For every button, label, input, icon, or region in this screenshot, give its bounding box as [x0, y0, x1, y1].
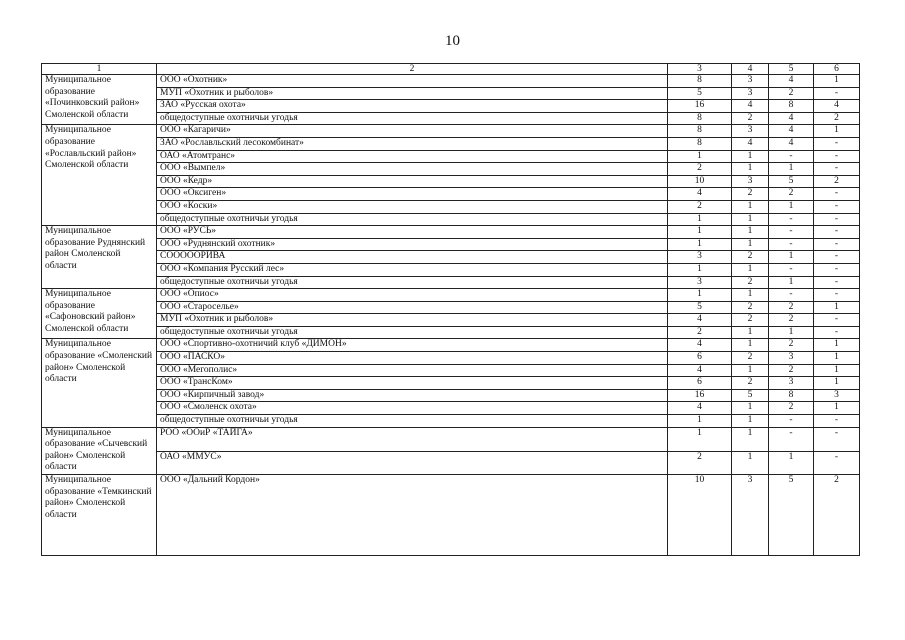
table-row — [42, 213, 860, 226]
hunting-user-cell: ОАО «ММУС» — [157, 452, 668, 475]
count-cell: - — [814, 87, 860, 100]
hunting-user-cell: РОО «ООиР «ТАЙГА» — [157, 427, 668, 451]
count-cell: 1 — [769, 251, 814, 264]
count-cell: 1 — [732, 326, 769, 339]
count-cell: 4 — [668, 402, 732, 415]
hunting-user-cell: ЗАО «Русская охота» — [157, 100, 668, 113]
count-cell: 1 — [769, 326, 814, 339]
count-cell: 1 — [668, 213, 732, 226]
district-cell: Муниципальное образование Руднянский район Смоленской области — [42, 226, 157, 289]
count-cell: 2 — [732, 314, 769, 327]
hunting-user-cell: ООО «Компания Русский лес» — [157, 263, 668, 276]
count-cell: 2 — [814, 112, 860, 125]
count-cell: 2 — [668, 452, 732, 475]
count-cell: 4 — [769, 137, 814, 150]
count-cell: 1 — [814, 125, 860, 138]
count-cell: - — [814, 415, 860, 428]
table-row — [42, 163, 860, 176]
hunting-user-cell: ООО «Кагаричи» — [157, 125, 668, 138]
table-row — [42, 188, 860, 201]
count-cell: 1 — [814, 352, 860, 365]
table-row — [42, 100, 860, 113]
count-cell: 2 — [769, 301, 814, 314]
count-cell: 3 — [668, 251, 732, 264]
count-cell: 8 — [668, 125, 732, 138]
count-cell: 2 — [769, 339, 814, 352]
count-cell: - — [814, 251, 860, 264]
count-cell: 2 — [769, 188, 814, 201]
count-cell: 1 — [769, 163, 814, 176]
count-cell: 1 — [668, 226, 732, 239]
hunting-user-cell: ООО «Спортивно-охотничий клуб «ДИМОН» — [157, 339, 668, 352]
count-cell: 1 — [732, 213, 769, 226]
count-cell: 1 — [732, 289, 769, 302]
count-cell: 3 — [668, 276, 732, 289]
hunting-user-cell: ООО «Вымпел» — [157, 163, 668, 176]
hunting-user-cell: ООО «Оксиген» — [157, 188, 668, 201]
count-cell: 6 — [668, 352, 732, 365]
count-cell: 5 — [769, 175, 814, 188]
count-cell: 1 — [668, 415, 732, 428]
count-cell: 4 — [769, 75, 814, 88]
count-cell: 1 — [769, 452, 814, 475]
count-cell: 4 — [732, 137, 769, 150]
count-cell: 1 — [732, 452, 769, 475]
count-cell: - — [814, 213, 860, 226]
count-cell: - — [769, 213, 814, 226]
count-cell: 2 — [732, 276, 769, 289]
count-cell: 10 — [668, 175, 732, 188]
count-cell: 8 — [668, 75, 732, 88]
table-row — [42, 238, 860, 251]
count-cell: 1 — [668, 289, 732, 302]
table-row — [42, 226, 860, 239]
count-cell: 3 — [769, 352, 814, 365]
count-cell: 1 — [732, 226, 769, 239]
count-cell: 1 — [732, 200, 769, 213]
count-cell: 2 — [668, 200, 732, 213]
hunting-user-cell: ООО «ТрансКом» — [157, 377, 668, 390]
hunting-user-cell: ООО «Коски» — [157, 200, 668, 213]
count-cell: 1 — [814, 377, 860, 390]
table-row — [42, 150, 860, 163]
count-cell: 1 — [769, 200, 814, 213]
count-cell: 1 — [732, 150, 769, 163]
count-cell: 1 — [668, 150, 732, 163]
table-row — [42, 112, 860, 125]
column-number: 4 — [732, 64, 769, 75]
table-row — [42, 125, 860, 138]
count-cell: 3 — [732, 87, 769, 100]
count-cell: 16 — [668, 389, 732, 402]
count-cell: 3 — [769, 377, 814, 390]
count-cell: 1 — [814, 364, 860, 377]
count-cell: - — [814, 276, 860, 289]
hunting-user-cell: общедоступные охотничьи угодья — [157, 415, 668, 428]
count-cell: - — [769, 263, 814, 276]
count-cell: 2 — [668, 326, 732, 339]
count-cell: 5 — [668, 87, 732, 100]
column-number: 1 — [42, 64, 157, 75]
hunting-user-cell: ООО «Опиос» — [157, 289, 668, 302]
hunting-user-cell: МУП «Охотник и рыболов» — [157, 314, 668, 327]
count-cell: 16 — [668, 100, 732, 113]
count-cell: 1 — [814, 339, 860, 352]
count-cell: 2 — [769, 314, 814, 327]
count-cell: 1 — [668, 238, 732, 251]
count-cell: - — [814, 427, 860, 451]
table-row — [42, 87, 860, 100]
count-cell: 4 — [668, 339, 732, 352]
count-cell: 4 — [668, 314, 732, 327]
count-cell: 4 — [732, 100, 769, 113]
table-body — [42, 75, 860, 556]
count-cell: 5 — [769, 475, 814, 556]
district-cell: Муниципальное образование «Починковский район» Смоленской области — [42, 75, 157, 125]
count-cell: - — [814, 452, 860, 475]
count-cell: 4 — [814, 100, 860, 113]
count-cell: 3 — [732, 75, 769, 88]
count-cell: 4 — [668, 188, 732, 201]
count-cell: 2 — [668, 163, 732, 176]
hunting-user-cell: общедоступные охотничьи угодья — [157, 112, 668, 125]
table-row — [42, 352, 860, 365]
hunting-user-cell: ОАО «Атомтранс» — [157, 150, 668, 163]
table-row — [42, 137, 860, 150]
district-cell: Муниципальное образование «Сычевский район» Смоленской области — [42, 427, 157, 474]
count-cell: 4 — [668, 364, 732, 377]
district-cell: Муниципальное образование «Сафоновский район» Смоленской области — [42, 289, 157, 339]
count-cell: 2 — [814, 475, 860, 556]
column-number: 3 — [668, 64, 732, 75]
hunting-user-cell: ООО «Руднянский охотник» — [157, 238, 668, 251]
count-cell: 2 — [732, 377, 769, 390]
count-cell: 5 — [668, 301, 732, 314]
count-cell: - — [814, 263, 860, 276]
table-row — [42, 251, 860, 264]
count-cell: 1 — [814, 75, 860, 88]
count-cell: 3 — [814, 389, 860, 402]
table-row — [42, 276, 860, 289]
table-row — [42, 402, 860, 415]
table-row — [42, 389, 860, 402]
table-row — [42, 75, 860, 88]
count-cell: 2 — [732, 301, 769, 314]
count-cell: 1 — [732, 263, 769, 276]
count-cell: 1 — [814, 301, 860, 314]
hunting-user-cell: общедоступные охотничьи угодья — [157, 213, 668, 226]
district-cell: Муниципальное образование «Рославльский район» Смоленской области — [42, 125, 157, 226]
count-cell: 1 — [732, 415, 769, 428]
count-cell: 2 — [732, 251, 769, 264]
count-cell: 10 — [668, 475, 732, 556]
count-cell: 8 — [668, 137, 732, 150]
table-row — [42, 314, 860, 327]
table-row — [42, 301, 860, 314]
hunting-user-cell: ООО «ПАСКО» — [157, 352, 668, 365]
hunting-user-cell: общедоступные охотничьи угодья — [157, 326, 668, 339]
hunting-grounds-table — [41, 63, 860, 556]
table-row — [42, 326, 860, 339]
count-cell: 2 — [814, 175, 860, 188]
count-cell: 2 — [769, 402, 814, 415]
count-cell: - — [814, 137, 860, 150]
count-cell: 2 — [732, 112, 769, 125]
count-cell: 1 — [732, 238, 769, 251]
hunting-user-cell: ООО «Кедр» — [157, 175, 668, 188]
count-cell: 1 — [814, 402, 860, 415]
table-row — [42, 200, 860, 213]
hunting-user-cell: ООО «Дальний Кордон» — [157, 475, 668, 556]
hunting-user-cell: ООО «Кирпичный завод» — [157, 389, 668, 402]
column-number: 6 — [814, 64, 860, 75]
count-cell: 6 — [668, 377, 732, 390]
table-row — [42, 339, 860, 352]
count-cell: 1 — [668, 263, 732, 276]
table-row — [42, 364, 860, 377]
table-row — [42, 289, 860, 302]
count-cell: 8 — [769, 389, 814, 402]
count-cell: - — [814, 200, 860, 213]
count-cell: 1 — [732, 339, 769, 352]
count-cell: 2 — [732, 352, 769, 365]
count-cell: 8 — [668, 112, 732, 125]
count-cell: - — [769, 289, 814, 302]
count-cell: 3 — [732, 175, 769, 188]
table-row — [42, 427, 860, 451]
column-number-row — [42, 64, 860, 75]
count-cell: - — [769, 150, 814, 163]
hunting-user-cell: ООО «Охотник» — [157, 75, 668, 88]
count-cell: 1 — [732, 364, 769, 377]
count-cell: 1 — [668, 427, 732, 451]
column-number: 2 — [157, 64, 668, 75]
page-number: 10 — [445, 33, 460, 49]
count-cell: - — [814, 163, 860, 176]
column-number: 5 — [769, 64, 814, 75]
table-row — [42, 263, 860, 276]
hunting-user-cell: СОООООРИВА — [157, 251, 668, 264]
count-cell: - — [814, 326, 860, 339]
table-row — [42, 377, 860, 390]
count-cell: 1 — [732, 427, 769, 451]
count-cell: 3 — [732, 475, 769, 556]
count-cell: - — [769, 226, 814, 239]
count-cell: 1 — [732, 163, 769, 176]
count-cell: 2 — [769, 364, 814, 377]
count-cell: 2 — [769, 87, 814, 100]
count-cell: 5 — [732, 389, 769, 402]
hunting-user-cell: ООО «Мегополис» — [157, 364, 668, 377]
hunting-user-cell: ЗАО «Рославльский лесокомбинат» — [157, 137, 668, 150]
count-cell: 2 — [732, 188, 769, 201]
count-cell: 3 — [732, 125, 769, 138]
count-cell: 4 — [769, 112, 814, 125]
count-cell: - — [814, 150, 860, 163]
count-cell: - — [814, 314, 860, 327]
count-cell: - — [769, 238, 814, 251]
count-cell: 1 — [732, 402, 769, 415]
table-row — [42, 452, 860, 475]
hunting-user-cell: ООО «Староселье» — [157, 301, 668, 314]
table-row — [42, 175, 860, 188]
district-cell: Муниципальное образование «Смоленский район» Смоленской области — [42, 339, 157, 427]
table-row — [42, 475, 860, 556]
count-cell: 1 — [769, 276, 814, 289]
hunting-user-cell: МУП «Охотник и рыболов» — [157, 87, 668, 100]
count-cell: 4 — [769, 125, 814, 138]
district-cell: Муниципальное образование «Темкинский район» Смоленской области — [42, 475, 157, 556]
count-cell: - — [769, 415, 814, 428]
hunting-user-cell: общедоступные охотничьи угодья — [157, 276, 668, 289]
count-cell: - — [814, 238, 860, 251]
count-cell: - — [814, 226, 860, 239]
count-cell: - — [814, 188, 860, 201]
table-row — [42, 415, 860, 428]
count-cell: - — [814, 289, 860, 302]
hunting-user-cell: ООО «Смоленск охота» — [157, 402, 668, 415]
count-cell: - — [769, 427, 814, 451]
hunting-user-cell: ООО «РУСЬ» — [157, 226, 668, 239]
count-cell: 8 — [769, 100, 814, 113]
